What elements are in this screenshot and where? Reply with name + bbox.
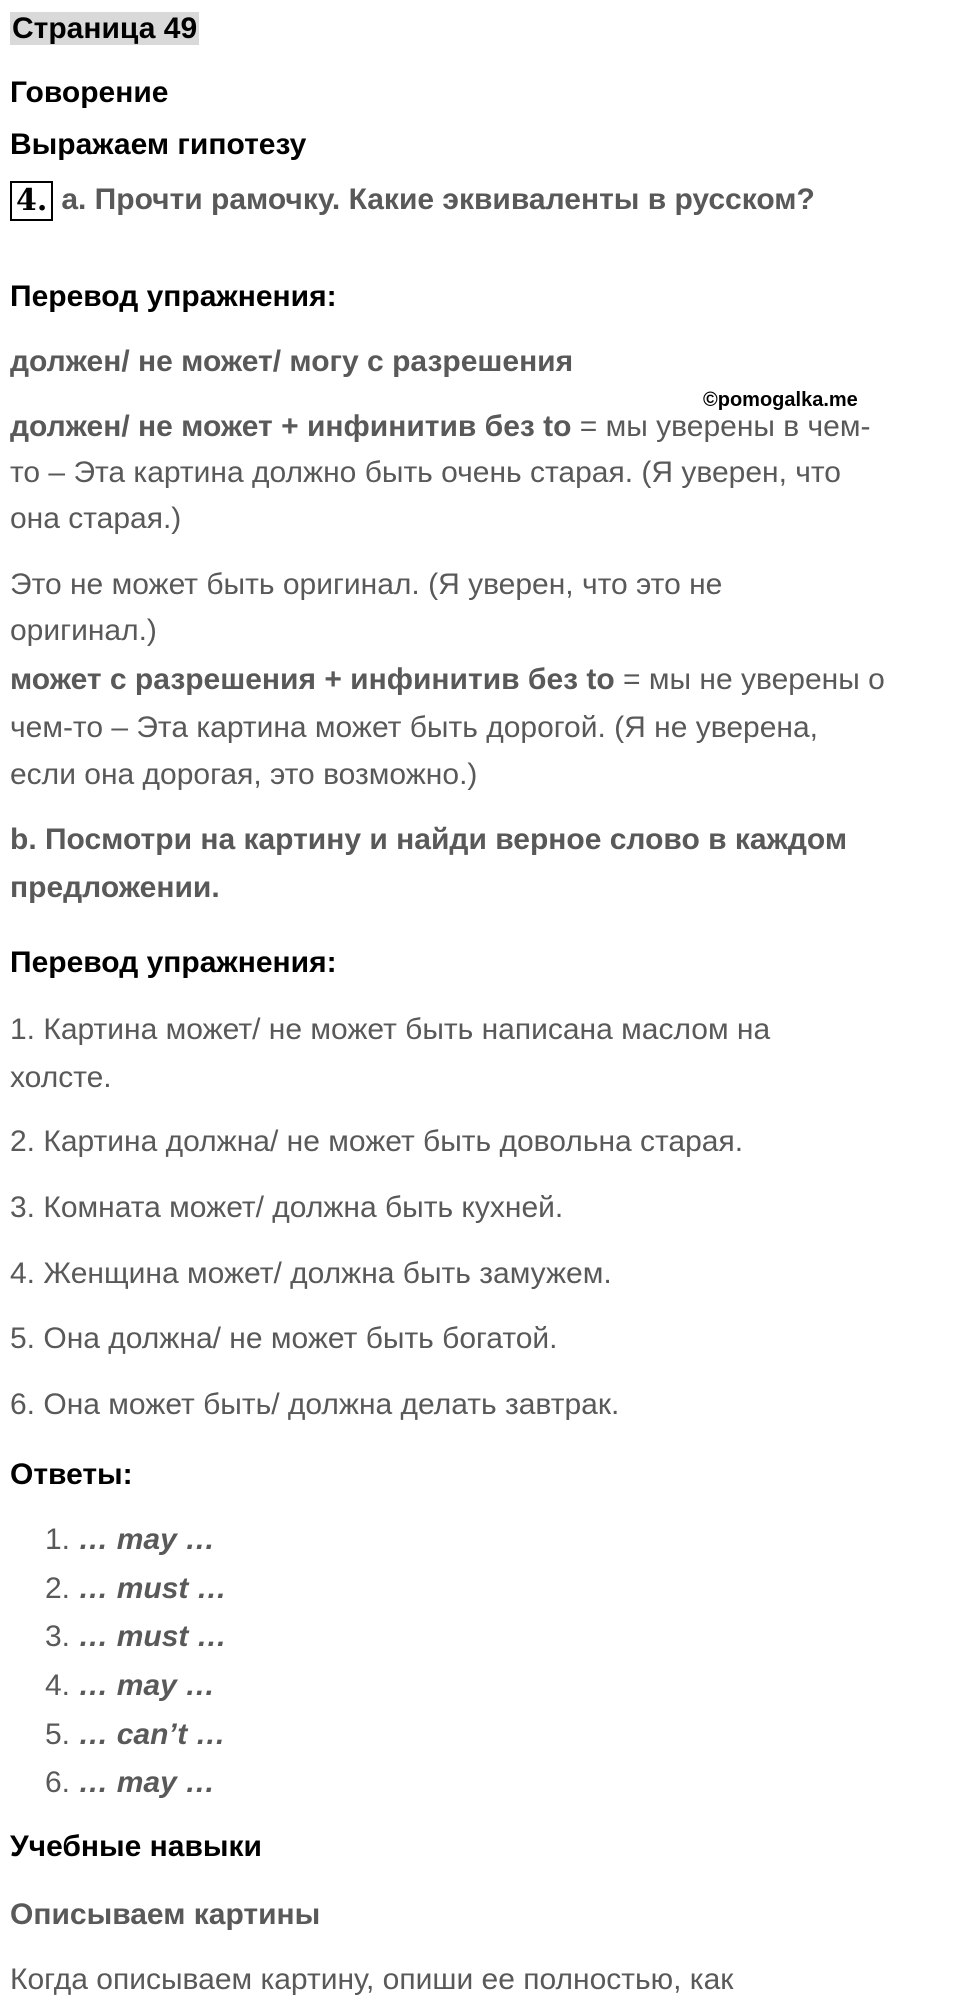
translation-heading-b: Перевод упражнения: — [10, 946, 337, 979]
paragraph-1-line-2: то – Эта картина должно быть очень старая. (Я уверен, что — [10, 456, 841, 489]
study-skills-heading: Учебные навыки — [10, 1830, 262, 1863]
answer-text: … may … — [78, 1766, 216, 1799]
study-skills-subheading: Описываем картины — [10, 1898, 321, 1931]
study-skills-text-line-1: Когда описываем картину, опиши ее полностью, как — [10, 1963, 734, 1996]
box-line: должен/ не может/ могу с разрешения — [10, 345, 574, 378]
task-number: 4. — [10, 181, 53, 221]
translation-heading-a: Перевод упражнения: — [10, 280, 337, 313]
answer-number: 3. — [45, 1620, 71, 1653]
sentence-line: 3. Комната может/ должна быть кухней. — [10, 1191, 564, 1224]
paragraph-3-bold: может с разрешения + инфинитив без to — [10, 663, 615, 696]
task-b-instruction-line-1: b. Посмотри на картину и найди верное слово в каждом — [10, 823, 848, 856]
answer-number: 4. — [45, 1669, 71, 1702]
paragraph-1-bold: должен/ не может + инфинитив без to — [10, 410, 572, 443]
section-heading: Говорение — [10, 76, 169, 109]
sentence-line: 6. Она может быть/ должна делать завтрак. — [10, 1388, 620, 1421]
paragraph-3-line-2: чем-то – Эта картина может быть дорогой. (Я не уверена, — [10, 711, 818, 744]
task-a-instruction-line — [10, 175, 815, 225]
answer-number: 2. — [45, 1572, 71, 1605]
answer-item — [45, 1661, 215, 1711]
answer-item — [45, 1758, 215, 1808]
paragraph-2-line-2: оригинал.) — [10, 614, 157, 647]
answer-text: … may … — [78, 1669, 216, 1702]
answer-text: … may … — [78, 1523, 216, 1556]
sentence-line: холсте. — [10, 1061, 112, 1094]
answer-item — [45, 1612, 227, 1662]
sentence-line: 4. Женщина может/ должна быть замужем. — [10, 1257, 612, 1290]
answer-text: … must … — [78, 1572, 227, 1605]
paragraph-3-rest: = мы не уверены о — [614, 663, 885, 696]
answer-item — [45, 1515, 215, 1565]
answer-number: 6. — [45, 1766, 71, 1799]
task-b-instruction-line-2: предложении. — [10, 871, 220, 904]
paragraph-3-line-1 — [10, 655, 885, 705]
paragraph-3-line-3: если она дорогая, это возможно.) — [10, 758, 478, 791]
watermark: ©pomogalka.me — [703, 389, 858, 411]
paragraph-2-line-1: Это не может быть оригинал. (Я уверен, что это не — [10, 568, 723, 601]
answers-heading: Ответы: — [10, 1458, 133, 1491]
subsection-heading: Выражаем гипотезу — [10, 128, 307, 161]
answer-number: 1. — [45, 1523, 71, 1556]
sentence-line: 2. Картина должна/ не может быть довольна старая. — [10, 1125, 744, 1158]
paragraph-1-line-1 — [10, 402, 871, 452]
paragraph-1-line-3: она старая.) — [10, 502, 182, 535]
page-title-line — [10, 4, 199, 54]
sentence-line: 5. Она должна/ не может быть богатой. — [10, 1322, 558, 1355]
page-title: Страница 49 — [12, 12, 198, 45]
answer-text: … can’t … — [78, 1718, 226, 1751]
answer-text: … must … — [78, 1620, 227, 1653]
answer-item — [45, 1564, 227, 1614]
page — [10, 0, 950, 2000]
answer-item — [45, 1710, 226, 1760]
answer-number: 5. — [45, 1718, 71, 1751]
paragraph-1-rest: = мы уверены в чем- — [571, 410, 871, 443]
sentence-line: 1. Картина может/ не может быть написана маслом на — [10, 1013, 771, 1046]
task-a-instruction: a. Прочти рамочку. Какие эквиваленты в русском? — [61, 183, 815, 216]
